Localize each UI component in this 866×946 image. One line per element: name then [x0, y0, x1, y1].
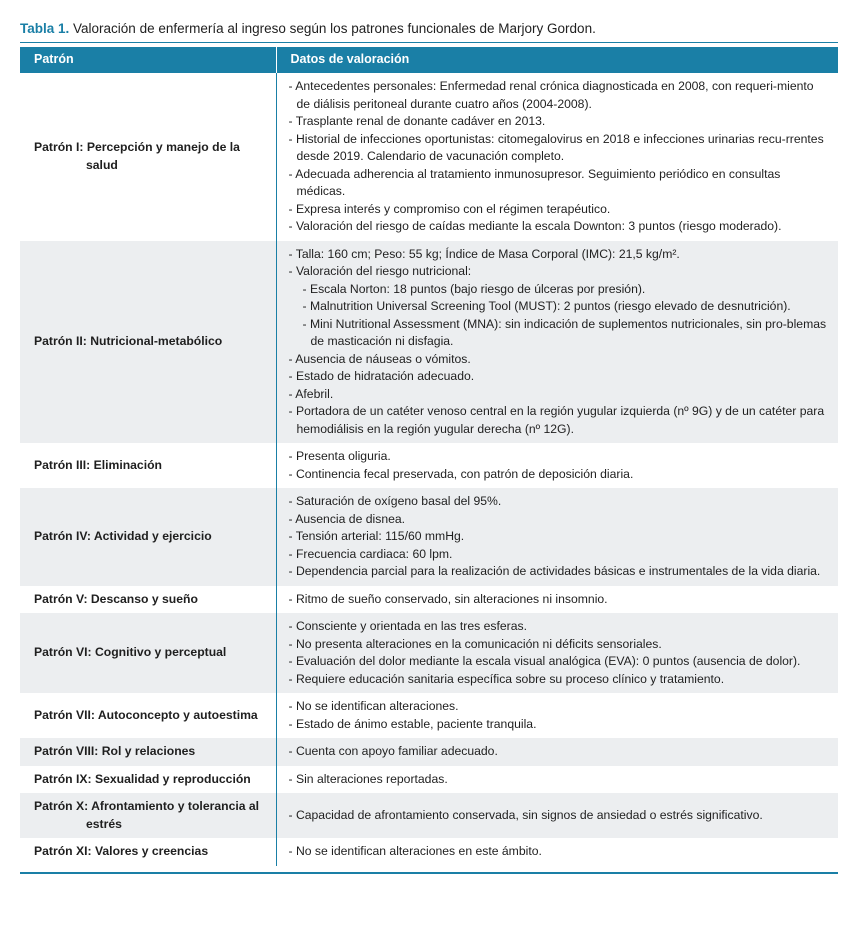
- pattern-cell: [20, 443, 276, 488]
- list-item: - Valoración del riesgo de caídas mediante la escala Downton: 3 puntos (riesgo moderado).: [288, 219, 782, 233]
- pattern-label: Patrón I: Percepción y manejo de la: [34, 140, 240, 155]
- pattern-label: Patrón X: Afrontamiento y tolerancia al: [34, 799, 260, 813]
- pattern-label: Patrón III: Eliminación: [34, 457, 162, 472]
- table-row: [20, 613, 838, 693]
- list-subitem: - Escala Norton: 18 puntos (bajo riesgo de úlceras por presión).: [302, 281, 646, 296]
- list-item: - Ausencia de disnea.: [288, 511, 406, 526]
- list-subitem: - Malnutrition Universal Screening Tool (MUST): 2 puntos (riesgo elevado de desnutrición).: [302, 299, 791, 313]
- list-item: - Ritmo de sueño conservado, sin alteraciones ni insomnio.: [288, 591, 608, 606]
- pattern-label: Patrón VII: Autoconcepto y autoestima: [34, 707, 258, 722]
- table-title: Valoración de enfermería al ingreso según los patrones funcionales de Marjory Gordon.: [69, 21, 596, 36]
- assessment-cell: [276, 766, 838, 794]
- header-assessment-data: Datos de valoración: [276, 47, 838, 73]
- pattern-label: Patrón V: Descanso y sueño: [34, 591, 198, 606]
- list-item: - Ausencia de náuseas o vómitos.: [288, 351, 471, 366]
- pattern-label: Patrón XI: Valores y creencias: [34, 844, 209, 858]
- list-item: - Valoración del riesgo nutricional:: [288, 264, 472, 278]
- table-row: [20, 443, 838, 488]
- assessment-table: [20, 47, 838, 866]
- table-row: [20, 73, 838, 241]
- list-item: - Frecuencia cardiaca: 60 lpm.: [288, 546, 453, 561]
- pattern-label: Patrón IV: Actividad y ejercicio: [34, 529, 212, 543]
- document: [20, 20, 838, 874]
- list-item: - Historial de infecciones oportunistas: citomegalovirus en 2018 e infecciones urinarias recu-rrentes desde 2019. Calendario de vacunación completo.: [288, 131, 824, 163]
- pattern-cell: [20, 586, 276, 614]
- list-item: - No se identifican alteraciones en este ámbito.: [288, 844, 542, 858]
- pattern-cell: [20, 766, 276, 794]
- pattern-label-cont: salud: [86, 157, 118, 172]
- table-header-row: [20, 47, 838, 73]
- list-item: - Expresa interés y compromiso con el régimen terapéutico.: [288, 201, 611, 216]
- list-subitem: - Mini Nutritional Assessment (MNA): sin indicación de suplementos nutricionales, sin pro-blemas de masticación ni disfagia.: [302, 316, 827, 348]
- pattern-cell: [20, 738, 276, 766]
- pattern-label: Patrón IX: Sexualidad y reproducción: [34, 771, 251, 786]
- pattern-cell: [20, 793, 276, 838]
- list-item: - Presenta oliguria.: [288, 449, 391, 463]
- list-item: - Afebril.: [288, 386, 334, 401]
- pattern-label: Patrón VI: Cognitivo y perceptual: [34, 645, 227, 660]
- assessment-cell: [276, 241, 838, 444]
- pattern-label: Patrón VIII: Rol y relaciones: [34, 744, 196, 758]
- pattern-cell: [20, 613, 276, 693]
- list-item: - Portadora de un catéter venoso central en la región yugular izquierda (nº 9G) y de un catéter para hemodiálisis en la región yugular derecha (nº 12G).: [288, 404, 825, 436]
- list-item: - Saturación de oxígeno basal del 95%.: [288, 494, 502, 508]
- assessment-cell: [276, 488, 838, 586]
- pattern-cell: [20, 241, 276, 444]
- pattern-cell: [20, 488, 276, 586]
- list-item: - Cuenta con apoyo familiar adecuado.: [288, 744, 498, 758]
- pattern-cell: [20, 693, 276, 738]
- table-row: [20, 738, 838, 766]
- table-row: [20, 693, 838, 738]
- table-row: [20, 766, 838, 794]
- table-row: [20, 488, 838, 586]
- assessment-cell: [276, 838, 838, 866]
- list-item: - Sin alteraciones reportadas.: [288, 771, 448, 786]
- pattern-cell: [20, 73, 276, 241]
- list-item: - Capacidad de afrontamiento conservada, sin signos de ansiedad o estrés significativo.: [288, 807, 763, 822]
- assessment-cell: [276, 73, 838, 241]
- table-number: Tabla 1.: [20, 21, 70, 36]
- table-bottom-rule: [20, 872, 838, 874]
- list-item: - Talla: 160 cm; Peso: 55 kg; Índice de Masa Corporal (IMC): 21,5 kg/m².: [288, 246, 680, 261]
- pattern-cell: [20, 838, 276, 866]
- list-item: - Antecedentes personales: Enfermedad renal crónica diagnosticada en 2008, con requeri-miento de diálisis peritoneal durante cuatro años (2004-2008).: [288, 79, 814, 111]
- table-row: [20, 586, 838, 614]
- list-item: - Continencia fecal preservada, con patrón de deposición diaria.: [288, 466, 634, 481]
- list-item: - No presenta alteraciones en la comunicación ni déficits sensoriales.: [288, 636, 662, 651]
- caption-divider: [20, 42, 838, 43]
- header-pattern: Patrón: [20, 47, 276, 73]
- list-item: - Tensión arterial: 115/60 mmHg.: [288, 529, 465, 543]
- table-row: [20, 793, 838, 838]
- assessment-cell: [276, 613, 838, 693]
- table-caption: [20, 20, 838, 38]
- list-item: - Consciente y orientada en las tres esferas.: [288, 619, 527, 633]
- table-row: [20, 241, 838, 444]
- pattern-label-cont: estrés: [86, 816, 122, 831]
- table-row: [20, 838, 838, 866]
- list-item: - Dependencia parcial para la realización de actividades básicas e instrumentales de la vida diaria.: [288, 564, 821, 578]
- list-item: - Estado de hidratación adecuado.: [288, 369, 475, 383]
- list-item: - Evaluación del dolor mediante la escala visual analógica (EVA): 0 puntos (ausencia de dolor).: [288, 654, 801, 668]
- list-item: - Estado de ánimo estable, paciente tranquila.: [288, 716, 537, 731]
- list-item: - No se identifican alteraciones.: [288, 699, 459, 713]
- list-item: - Trasplante renal de donante cadáver en 2013.: [288, 114, 546, 128]
- assessment-cell: [276, 693, 838, 738]
- list-item: - Requiere educación sanitaria específica sobre su proceso clínico y tratamiento.: [288, 671, 725, 686]
- assessment-cell: [276, 443, 838, 488]
- pattern-label: Patrón II: Nutricional-metabólico: [34, 334, 223, 348]
- assessment-cell: [276, 793, 838, 838]
- assessment-cell: [276, 586, 838, 614]
- assessment-cell: [276, 738, 838, 766]
- list-item: - Adecuada adherencia al tratamiento inmunosupresor. Seguimiento periódico en consultas médicas.: [288, 166, 781, 198]
